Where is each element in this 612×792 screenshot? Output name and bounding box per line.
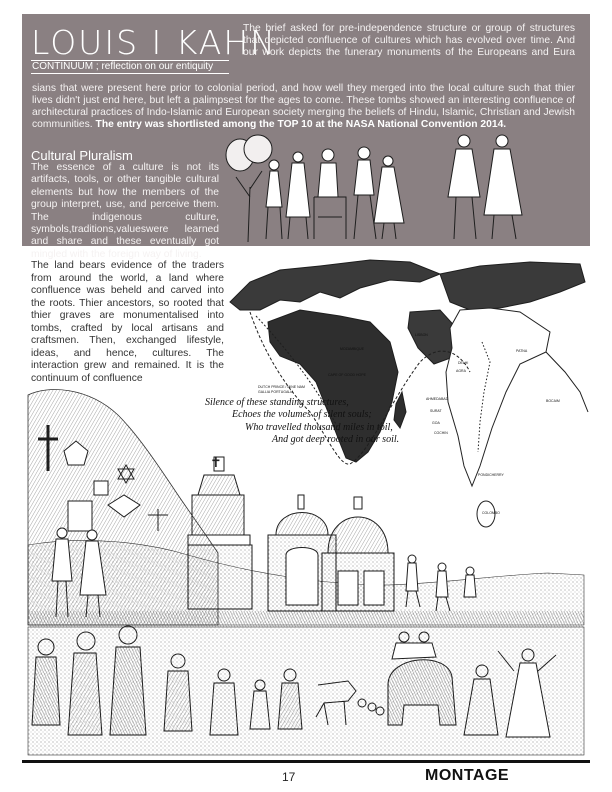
magazine-name: MONTAGE xyxy=(425,767,510,784)
brief-highlight: The entry was shortlisted among the TOP 10 at the NASA National Convention 2014. xyxy=(95,119,507,130)
cultural-pluralism-heading: Cultural Pluralism xyxy=(31,148,133,163)
brief-paragraph xyxy=(32,83,575,131)
svg-text:✝: ✝ xyxy=(210,456,222,471)
brief-lead: The brief asked for pre-independence structure or group of structures that depicted confluence of cultures which has evolved over time. And our work depicts the funerary monuments of the Europeans and Eura xyxy=(243,23,575,58)
map-label-gallia: GALLIA PORTUGALIA xyxy=(258,390,294,394)
map-label-mozambique: MOZAMBIQUE xyxy=(340,347,364,351)
trade-paragraph: The land bears evidence of the traders from around the world, a land where confluence was beheld and carved into the roots. Thier ancestors, so rooted that thier graves are monumentalised into tombs, crafted by local artisans and craftsmen. Then, exchanged lifestyle, ideas, and hence, cultures. The interaction grew and remained. It is the continuum of confluence xyxy=(31,260,224,384)
figures-illustration xyxy=(226,127,586,245)
poem-line: Echoes the volumes of silent souls; xyxy=(232,409,372,421)
map-label-pondicherry: PONDICHERRY xyxy=(478,473,504,477)
map-label-goa: GOA xyxy=(432,421,440,425)
brand-title: LOUIS I KAHN xyxy=(31,23,277,62)
poem-line: And got deep rooted in our soil. xyxy=(272,433,400,445)
page-number: 17 xyxy=(282,770,296,784)
map-label-cape: CAPE OF GOOD HOPE xyxy=(328,373,366,377)
map-label-delhi: DELHI xyxy=(458,361,469,365)
brief-rest: sians that were present here prior to colonial period, and how well they merged into the local culture such that thier lives didn't just end here, but left a palimpsest for the ages to come. These tombs showed an interesting confluence of architectural practices of Indo-Islamic and European society merging the beliefs of Hindu, Islamic, Christian and Jewish communities. xyxy=(32,83,575,130)
map-label-patna: PATNA xyxy=(516,349,528,353)
footer-rule xyxy=(22,760,590,763)
map-label-surat: SURAT xyxy=(430,409,442,413)
brand-subtitle: CONTINUUM ; reflection on our entiquity xyxy=(31,60,229,74)
map-label-dutch: DUTCH PRINCE / MINE NAM xyxy=(258,385,305,389)
map-label-lisbon: LISBON xyxy=(415,333,428,337)
poem-line: Who travelled thousand miles in toil, xyxy=(245,421,393,433)
map-label-agra: AGRA xyxy=(456,369,466,373)
map-label-ahmedabad: AHMEDABAD xyxy=(426,397,449,401)
map-label-colombo: COLOMBO xyxy=(482,511,500,515)
poem-line: Silence of these standing structures, xyxy=(205,397,349,408)
cultural-pluralism-body: The essence of a culture is not its artifacts, tools, or other tangible cultural elements but how the members of the group interpret, use, and perceive them. The indigenous culture, symbols,traditions,valueswere learned and share and these eventually got mingled with the foreign way of living. xyxy=(31,162,219,260)
tombs-illustration xyxy=(28,385,584,757)
brand-block xyxy=(31,23,277,74)
map-label-cochin: COCHIN xyxy=(434,431,448,435)
map-label-bocaim: BOCAIM xyxy=(546,399,560,403)
